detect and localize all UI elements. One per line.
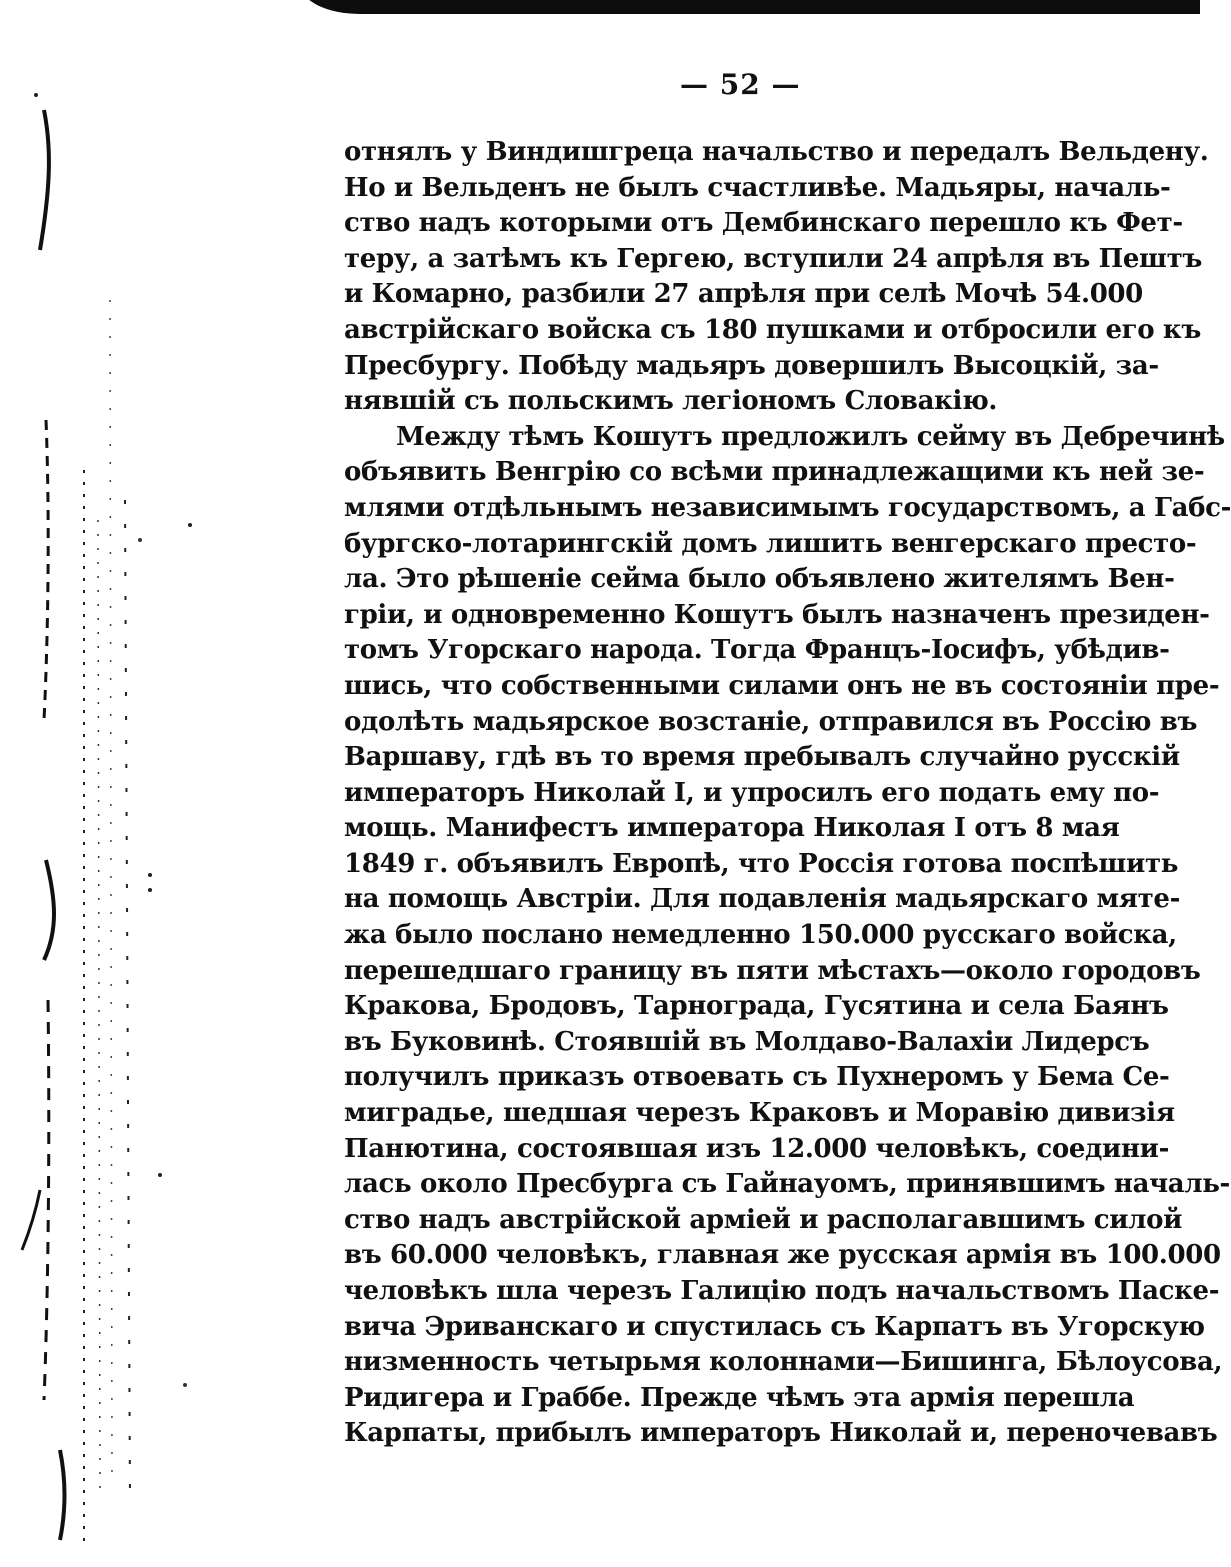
page-number [0,68,1140,101]
text-line: австрійскаго войска съ 180 пушками и отбросили его къ [344,314,1201,345]
text-line: шись, что собственными силами онъ не въ состояніи пре- [344,670,1220,701]
text-line: Пресбургу. Побѣду мадьяръ довершилъ Высоцкій, за- [344,350,1159,381]
body-text [344,135,1231,1452]
text-line: Варшаву, гдѣ въ то время пребывалъ случайно русскій [344,742,1180,773]
text-line: отнялъ у Виндишгреца начальство и передалъ Вельдену. [344,137,1209,167]
text-line: миградье, шедшая черезъ Краковъ и Моравію дивизія [344,1098,1175,1129]
text-line: и Комарно, разбили 27 апрѣля при селѣ Мочѣ 54.000 [344,279,1143,310]
text-line: ла. Это рѣшеніе сейма было объявлено жителямъ Вен- [344,564,1175,595]
text-line: Но и Вельденъ не былъ счастливѣе. Мадьяры, началь- [344,172,1171,203]
page-number-text: — 52 — [680,68,801,101]
text-line: Панютина, состоявшая изъ 12.000 человѣкъ, соедини- [344,1133,1170,1164]
text-line: перешедшаго границу въ пяти мѣстахъ—около городовъ [344,955,1201,986]
text-line: одолѣть мадьярское возстаніе, отправился въ Россію въ [344,706,1198,737]
text-line: низменность четырьмя колоннами—Бишинга, Бѣлоусова, [344,1347,1223,1378]
scan-margin-noise [0,0,200,1567]
text-line: мощь. Манифестъ императора Николая I отъ 8 мая [344,813,1120,844]
text-line: Между тѣмъ Кошутъ предложилъ сейму въ Дебречинѣ [396,421,1225,452]
text-line: гріи, и одновременно Кошутъ былъ назначенъ президен- [344,599,1210,630]
text-line: въ Буковинѣ. Стоявшій въ Молдаво-Валахіи Лидерсъ [344,1026,1150,1057]
text-line: человѣкъ шла черезъ Галицію подъ начальствомъ Паске- [344,1276,1220,1306]
scan-edge-shadow [300,0,1200,14]
text-line: млями отдѣльнымъ независимымъ государствомъ, а Габс- [344,492,1231,523]
text-line: объявить Венгрію со всѣми принадлежащими къ ней зе- [344,457,1205,488]
text-line: лась около Пресбурга съ Гайнауомъ, принявшимъ началь- [344,1169,1230,1200]
text-line: жа было послано немедленно 150.000 русскаго войска, [344,920,1177,951]
text-line: Карпаты, прибылъ императоръ Николай и, переночевавъ [344,1418,1218,1449]
text-line: получилъ приказъ отвоевать съ Пухнеромъ у Бема Се- [344,1062,1170,1093]
text-line: ство надъ которыми отъ Дембинскаго перешло къ Фет- [344,208,1183,239]
text-line: ство надъ австрійской арміей и располагавшимъ силой [344,1204,1183,1235]
text-line: нявшій съ польскимъ легіономъ Словакію. [344,386,998,417]
text-line: императоръ Николай I, и упросилъ его подать ему по- [344,777,1160,808]
text-line: въ 60.000 человѣкъ, главная же русская армія въ 100.000 [344,1240,1221,1271]
text-line: Кракова, Бродовъ, Тарнограда, Гусятина и села Баянъ [344,991,1169,1022]
text-line: томъ Угорскаго народа. Тогда Францъ-Іосифъ, убѣдив- [344,635,1170,666]
text-line: вича Эриванскаго и спустилась съ Карпатъ въ Угорскую [344,1311,1205,1342]
text-line: на помощь Австріи. Для подавленія мадьярскаго мяте- [344,884,1181,915]
text-line: 1849 г. объявилъ Европѣ, что Россія готова поспѣшить [344,848,1178,879]
text-line: бургско-лотарингскій домъ лишить венгерскаго престо- [344,528,1197,559]
text-line: теру, а затѣмъ къ Гергею, вступили 24 апрѣля въ Пештъ [344,243,1202,274]
text-line: Ридигера и Граббе. Прежде чѣмъ эта армія перешла [344,1382,1135,1413]
